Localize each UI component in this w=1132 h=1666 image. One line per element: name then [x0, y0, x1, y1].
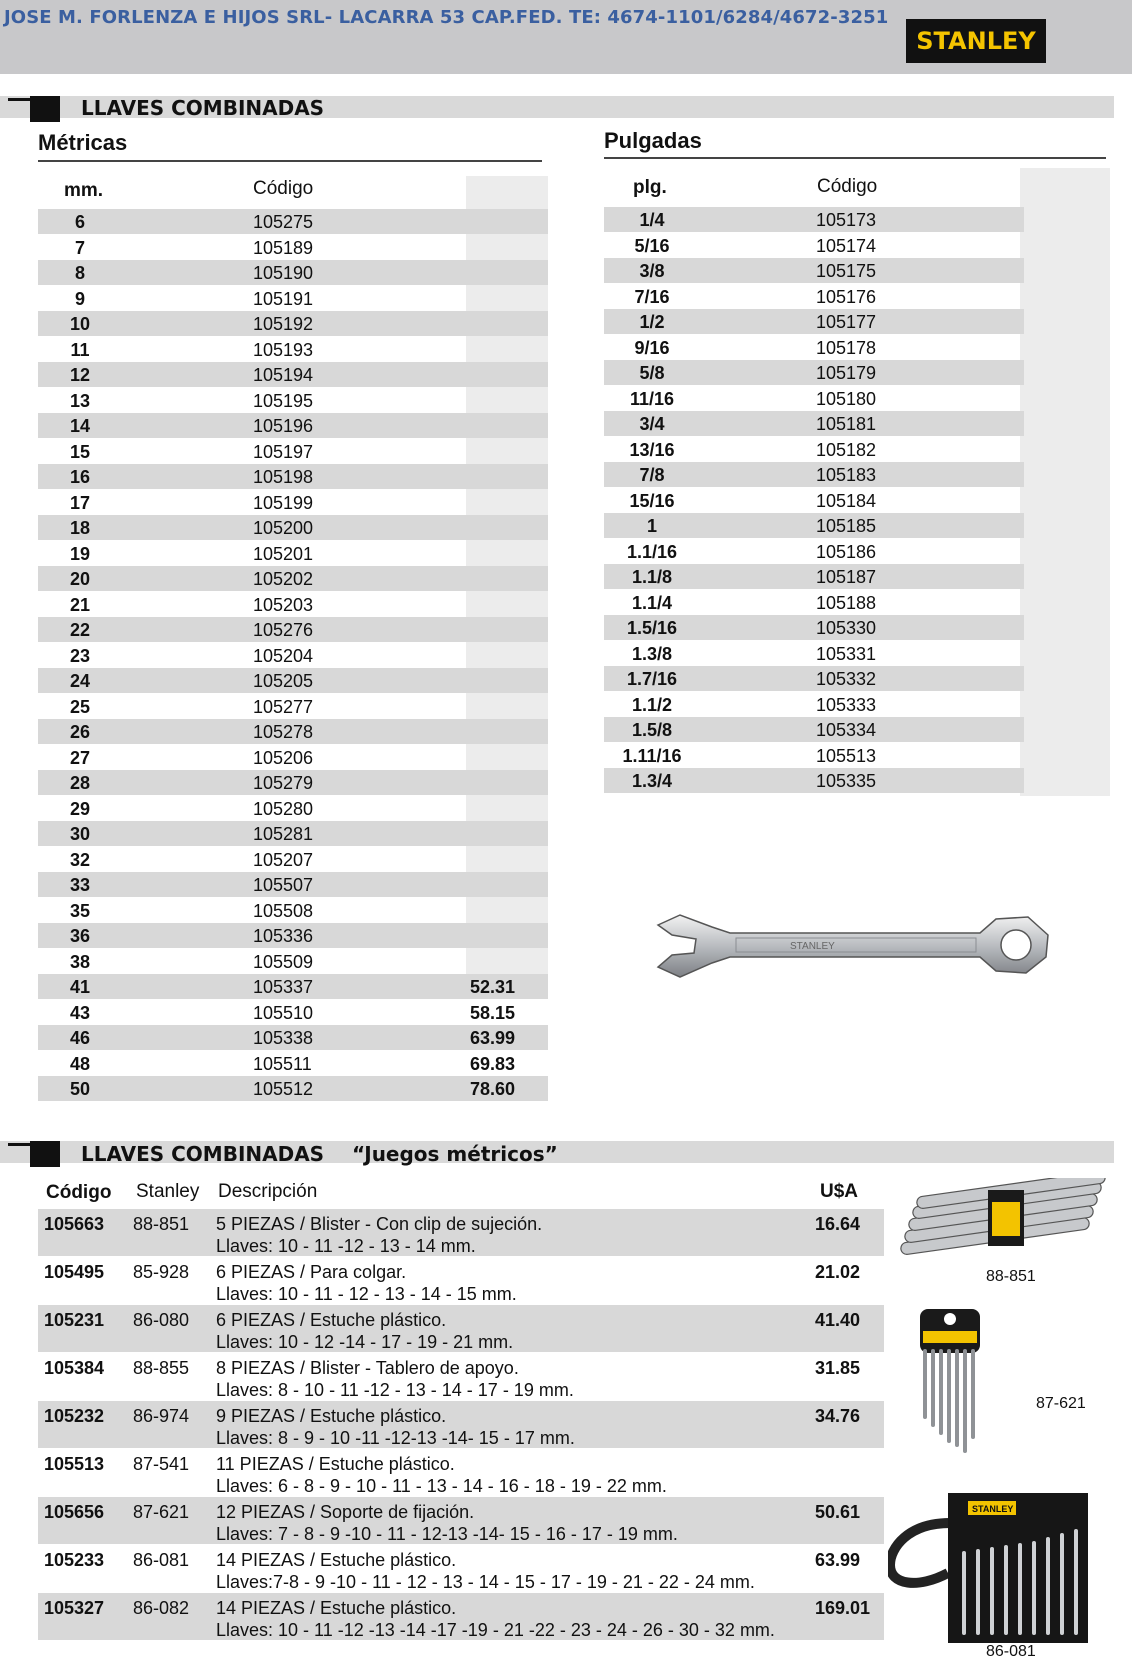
- sets-price-header: U$A: [820, 1181, 859, 1202]
- table-row: [604, 335, 1024, 360]
- set-detail-cell: Llaves:7-8 - 9 -10 - 11 - 12 - 13 - 14 - 15 - 17 - 19 - 21 - 22 - 24 mm.: [216, 1572, 755, 1592]
- code-cell: 105184: [816, 490, 877, 511]
- set-desc-cell: 6 PIEZAS / Estuche plástico.: [216, 1310, 447, 1330]
- size-cell: 16: [69, 467, 91, 487]
- table-row: [604, 743, 1024, 768]
- size-cell: 7/16: [634, 286, 670, 307]
- size-cell: 7/8: [639, 465, 665, 485]
- size-cell: 14: [69, 416, 91, 436]
- size-cell: 27: [69, 747, 91, 768]
- size-cell: 43: [69, 1002, 91, 1023]
- table-row: [38, 1257, 884, 1304]
- sets-code-header: Código: [46, 1182, 112, 1203]
- size-cell: 18: [69, 518, 91, 538]
- set-image-label: 88-851: [986, 1268, 1036, 1285]
- set-price-cell: 50.61: [815, 1502, 861, 1522]
- table-row: [38, 643, 548, 668]
- code-cell: 105176: [816, 286, 877, 307]
- inch-price-column: [1020, 168, 1110, 796]
- table-row: [38, 770, 548, 795]
- size-cell: 12: [69, 365, 91, 385]
- size-cell: 1/4: [639, 210, 665, 230]
- price-cell: 63.99: [470, 1028, 516, 1048]
- table-row: [604, 768, 1024, 793]
- size-cell: 24: [69, 671, 91, 691]
- code-cell: 105187: [816, 567, 877, 587]
- code-cell: 105197: [253, 441, 314, 462]
- code-cell: 105203: [253, 594, 314, 615]
- code-cell: 105194: [253, 365, 314, 385]
- table-row: [38, 872, 548, 897]
- inch-heading: Pulgadas: [604, 128, 702, 153]
- size-cell: 19: [69, 543, 91, 564]
- size-cell: 1.3/8: [631, 643, 673, 664]
- code-cell: 105278: [253, 722, 314, 742]
- code-cell: 105188: [816, 592, 877, 613]
- code-cell: 105337: [253, 977, 314, 997]
- code-cell: 105338: [253, 1028, 314, 1048]
- table-row: [604, 386, 1024, 411]
- size-cell: 48: [69, 1053, 91, 1074]
- set-price-cell: 41.40: [815, 1310, 861, 1330]
- wrench-set-87-621-image: [915, 1305, 985, 1455]
- combination-wrench-image: [650, 905, 1050, 985]
- table-row: [38, 362, 548, 387]
- set-image-label: 87-621: [1036, 1395, 1086, 1412]
- set-desc-cell: 5 PIEZAS / Blister - Con clip de sujeción.: [216, 1214, 543, 1234]
- table-row: [38, 694, 548, 719]
- inch-code-header: Código: [817, 176, 878, 197]
- set-stanley-cell: 87-621: [133, 1502, 190, 1522]
- table-row: [38, 1305, 884, 1352]
- set-detail-cell: Llaves: 10 - 11 - 12 - 13 - 14 - 15 mm.: [216, 1284, 517, 1304]
- size-cell: 1/2: [639, 312, 665, 332]
- set-price-cell: 16.64: [815, 1214, 861, 1234]
- set-stanley-cell: 86-081: [133, 1550, 190, 1570]
- set-price-cell: 21.02: [815, 1262, 861, 1282]
- set-code-cell: 105656: [44, 1502, 105, 1522]
- size-cell: 11: [70, 339, 90, 360]
- metric-rule: [38, 160, 542, 162]
- size-cell: 28: [69, 773, 91, 793]
- size-cell: 15: [69, 441, 91, 462]
- size-cell: 9: [74, 288, 85, 309]
- code-cell: 105335: [816, 771, 877, 791]
- code-cell: 105173: [816, 210, 877, 230]
- wrench-marking: STANLEY: [790, 941, 835, 952]
- table-row: [38, 541, 548, 566]
- size-cell: 10: [69, 314, 91, 334]
- table-row: [38, 439, 548, 464]
- size-cell: 5/16: [634, 235, 670, 256]
- code-cell: 105202: [253, 569, 314, 589]
- size-cell: 7: [74, 237, 85, 258]
- set-price-cell: 63.99: [815, 1550, 861, 1570]
- code-cell: 105180: [816, 388, 877, 409]
- table-row: [38, 821, 548, 846]
- section-title-juegos: LLAVES COMBINADAS: [81, 1142, 325, 1166]
- code-cell: 105205: [253, 671, 314, 691]
- code-cell: 105192: [253, 314, 314, 334]
- table-row: [38, 209, 548, 234]
- table-row: [38, 1209, 884, 1256]
- section-title-combinadas: LLAVES COMBINADAS: [81, 96, 325, 120]
- table-row: [604, 692, 1024, 717]
- size-cell: 20: [69, 569, 91, 589]
- code-cell: 105191: [253, 288, 314, 309]
- table-row: [38, 490, 548, 515]
- code-cell: 105333: [816, 694, 877, 715]
- code-cell: 105507: [253, 875, 314, 895]
- table-row: [604, 437, 1024, 462]
- inch-size-header: plg.: [633, 177, 667, 198]
- brand-logo: STANLEY: [906, 19, 1046, 63]
- table-row: [38, 1593, 884, 1640]
- set-code-cell: 105232: [44, 1406, 105, 1426]
- table-row: [38, 1000, 548, 1025]
- size-cell: 30: [69, 824, 91, 844]
- code-cell: 105508: [253, 900, 314, 921]
- wrench-set-86-081-image: [888, 1493, 1093, 1643]
- code-cell: 105204: [253, 645, 314, 666]
- table-row: [38, 235, 548, 260]
- code-cell: 105174: [816, 235, 877, 256]
- set-stanley-cell: 88-851: [133, 1214, 190, 1234]
- price-cell: 78.60: [470, 1079, 516, 1099]
- header-bar: [0, 0, 1132, 74]
- table-row: [38, 847, 548, 872]
- code-cell: 105206: [253, 747, 314, 768]
- set-detail-cell: Llaves: 10 - 11 -12 -13 -14 -17 -19 - 21 -22 - 23 - 24 - 26 - 30 - 32 mm.: [216, 1620, 775, 1640]
- table-row: [604, 539, 1024, 564]
- pouch-brand: STANLEY: [972, 1504, 1014, 1514]
- set-stanley-cell: 88-855: [133, 1358, 190, 1378]
- table-row: [38, 668, 548, 693]
- size-cell: 13/16: [629, 439, 675, 460]
- section-bar-block: [30, 1141, 60, 1167]
- size-cell: 5/8: [639, 363, 665, 383]
- table-row: [604, 488, 1024, 513]
- code-cell: 105207: [253, 849, 314, 870]
- size-cell: 32: [69, 849, 91, 870]
- set-price-cell: 31.85: [815, 1358, 861, 1378]
- table-row: [604, 233, 1024, 258]
- table-row: [604, 207, 1024, 232]
- size-cell: 8: [74, 263, 85, 283]
- code-cell: 105201: [253, 543, 314, 564]
- code-cell: 105281: [253, 824, 314, 844]
- size-cell: 9/16: [634, 337, 670, 358]
- code-cell: 105276: [253, 620, 314, 640]
- code-cell: 105179: [816, 363, 877, 383]
- set-detail-cell: Llaves: 10 - 12 -14 - 17 - 19 - 21 mm.: [216, 1332, 514, 1352]
- table-row: [38, 592, 548, 617]
- code-cell: 105330: [816, 618, 877, 638]
- set-code-cell: 105495: [44, 1262, 105, 1282]
- code-cell: 105186: [816, 541, 877, 562]
- metric-code-header: Código: [253, 178, 314, 199]
- table-row: [38, 1353, 884, 1400]
- table-row: [604, 615, 1024, 640]
- table-row: [38, 949, 548, 974]
- code-cell: 105280: [253, 798, 314, 819]
- set-detail-cell: Llaves: 6 - 8 - 9 - 10 - 11 - 13 - 14 - 16 - 18 - 19 - 22 mm.: [216, 1476, 667, 1496]
- set-desc-cell: 9 PIEZAS / Estuche plástico.: [216, 1406, 447, 1426]
- code-cell: 105510: [253, 1002, 314, 1023]
- size-cell: 35: [69, 900, 91, 921]
- set-stanley-cell: 86-974: [133, 1406, 190, 1426]
- code-cell: 105277: [253, 696, 314, 717]
- code-cell: 105511: [253, 1053, 312, 1074]
- set-price-cell: 169.01: [815, 1598, 871, 1618]
- code-cell: 105177: [816, 312, 877, 332]
- size-cell: 21: [69, 594, 91, 615]
- set-desc-cell: 11 PIEZAS / Estuche plástico.: [216, 1454, 455, 1474]
- code-cell: 105182: [816, 439, 877, 460]
- size-cell: 33: [69, 875, 91, 895]
- table-row: [604, 284, 1024, 309]
- size-cell: 13: [69, 390, 91, 411]
- set-code-cell: 105384: [44, 1358, 105, 1378]
- table-row: [38, 719, 548, 744]
- table-row: [604, 564, 1024, 589]
- table-row: [38, 311, 548, 336]
- table-row: [604, 411, 1024, 436]
- set-stanley-cell: 85-928: [133, 1262, 190, 1282]
- table-row: [38, 464, 548, 489]
- size-cell: 1.11/16: [622, 745, 682, 766]
- company-info: JOSE M. FORLENZA E HIJOS SRL- LACARRA 53 CAP.FED. TE: 4674-1101/6284/4672-3251: [4, 7, 889, 28]
- size-cell: 3/4: [639, 414, 665, 434]
- code-cell: 105199: [253, 492, 314, 513]
- table-row: [604, 513, 1024, 538]
- set-desc-cell: 6 PIEZAS / Para colgar.: [216, 1262, 407, 1282]
- set-code-cell: 105233: [44, 1550, 105, 1570]
- set-stanley-cell: 86-080: [133, 1310, 190, 1330]
- price-cell: 69.83: [470, 1053, 516, 1074]
- set-desc-cell: 12 PIEZAS / Soporte de fijación.: [216, 1502, 475, 1522]
- table-row: [604, 666, 1024, 691]
- set-stanley-cell: 87-541: [133, 1454, 190, 1474]
- size-cell: 1.5/16: [626, 618, 678, 638]
- code-cell: 105189: [253, 237, 314, 258]
- code-cell: 105513: [816, 745, 877, 766]
- table-row: [604, 462, 1024, 487]
- price-cell: 52.31: [470, 977, 516, 997]
- set-code-cell: 105327: [44, 1598, 105, 1618]
- table-row: [38, 1076, 548, 1101]
- set-desc-cell: 14 PIEZAS / Estuche plástico.: [216, 1550, 457, 1570]
- code-cell: 105279: [253, 773, 314, 793]
- table-row: [38, 1025, 548, 1050]
- set-desc-cell: 14 PIEZAS / Estuche plástico.: [216, 1598, 457, 1618]
- size-cell: 1.1/4: [631, 592, 673, 613]
- size-cell: 17: [69, 492, 91, 513]
- table-row: [38, 617, 548, 642]
- code-cell: 105181: [816, 414, 877, 434]
- table-row: [38, 286, 548, 311]
- set-code-cell: 105231: [44, 1310, 105, 1330]
- size-cell: 1: [646, 516, 657, 536]
- size-cell: 1.3/4: [631, 771, 673, 791]
- code-cell: 105334: [816, 720, 877, 740]
- code-cell: 105509: [253, 951, 314, 972]
- size-cell: 11/16: [629, 388, 675, 409]
- sets-stanley-header: Stanley: [136, 1181, 200, 1202]
- code-cell: 105178: [816, 337, 877, 358]
- set-detail-cell: Llaves: 7 - 8 - 9 -10 - 11 - 12-13 -14- 15 - 16 - 17 - 19 mm.: [216, 1524, 678, 1544]
- table-row: [38, 1051, 548, 1076]
- size-cell: 26: [69, 722, 91, 742]
- code-cell: 105183: [816, 465, 877, 485]
- sets-desc-header: Descripción: [218, 1181, 318, 1202]
- table-row: [38, 1545, 884, 1592]
- code-cell: 105190: [253, 263, 314, 283]
- size-cell: 50: [69, 1079, 91, 1099]
- code-cell: 105196: [253, 416, 314, 436]
- set-code-cell: 105663: [44, 1214, 105, 1234]
- inch-rule: [604, 157, 1106, 159]
- table-row: [604, 309, 1024, 334]
- table-row: [604, 258, 1024, 283]
- size-cell: 3/8: [639, 261, 665, 281]
- table-row: [38, 1401, 884, 1448]
- size-cell: 25: [69, 696, 91, 717]
- table-row: [604, 360, 1024, 385]
- code-cell: 105195: [253, 390, 314, 411]
- size-cell: 1.1/8: [631, 567, 673, 587]
- set-code-cell: 105513: [44, 1454, 105, 1474]
- code-cell: 105332: [816, 669, 877, 689]
- table-row: [38, 1497, 884, 1544]
- set-price-cell: 34.76: [815, 1406, 861, 1426]
- code-cell: 105275: [253, 212, 314, 232]
- code-cell: 105336: [253, 926, 314, 946]
- table-row: [604, 641, 1024, 666]
- size-cell: 46: [69, 1028, 91, 1048]
- size-cell: 29: [69, 798, 91, 819]
- code-cell: 105198: [253, 467, 314, 487]
- table-row: [38, 337, 548, 362]
- size-cell: 36: [69, 926, 91, 946]
- table-row: [38, 388, 548, 413]
- size-cell: 41: [69, 977, 91, 997]
- size-cell: 23: [69, 645, 91, 666]
- size-cell: 22: [69, 620, 91, 640]
- table-row: [38, 898, 548, 923]
- table-row: [38, 745, 548, 770]
- size-cell: 15/16: [629, 490, 675, 511]
- set-detail-cell: Llaves: 8 - 9 - 10 -11 -12-13 -14- 15 - 17 mm.: [216, 1428, 575, 1448]
- table-row: [38, 1449, 884, 1496]
- size-cell: 1.7/16: [626, 669, 678, 689]
- size-cell: 1.1/16: [626, 541, 678, 562]
- set-detail-cell: Llaves: 8 - 10 - 11 -12 - 13 - 14 - 17 - 19 mm.: [216, 1380, 574, 1400]
- code-cell: 105512: [253, 1079, 314, 1099]
- table-row: [38, 974, 548, 999]
- set-detail-cell: Llaves: 10 - 11 -12 - 13 - 14 mm.: [216, 1236, 476, 1256]
- table-row: [38, 260, 548, 285]
- price-cell: 58.15: [470, 1002, 516, 1023]
- table-row: [38, 566, 548, 591]
- section-bar-block: [30, 96, 60, 122]
- code-cell: 105331: [816, 643, 877, 664]
- section-subtitle-juegos: “Juegos métricos”: [352, 1142, 558, 1166]
- set-image-label: 86-081: [986, 1643, 1036, 1660]
- metric-size-header: mm.: [64, 180, 104, 201]
- metric-heading: Métricas: [38, 130, 128, 155]
- set-stanley-cell: 86-082: [133, 1598, 190, 1618]
- size-cell: 1.1/2: [631, 694, 673, 715]
- code-cell: 105185: [816, 516, 877, 536]
- set-desc-cell: 8 PIEZAS / Blister - Tablero de apoyo.: [216, 1358, 519, 1378]
- size-cell: 38: [69, 951, 91, 972]
- size-cell: 1.5/8: [631, 720, 673, 740]
- size-cell: 6: [74, 212, 85, 232]
- table-row: [38, 515, 548, 540]
- table-row: [38, 796, 548, 821]
- code-cell: 105193: [253, 339, 314, 360]
- code-cell: 105175: [816, 261, 877, 281]
- table-row: [604, 590, 1024, 615]
- table-row: [38, 923, 548, 948]
- table-row: [604, 717, 1024, 742]
- wrench-set-88-851-image: [890, 1178, 1125, 1263]
- table-row: [38, 413, 548, 438]
- code-cell: 105200: [253, 518, 314, 538]
